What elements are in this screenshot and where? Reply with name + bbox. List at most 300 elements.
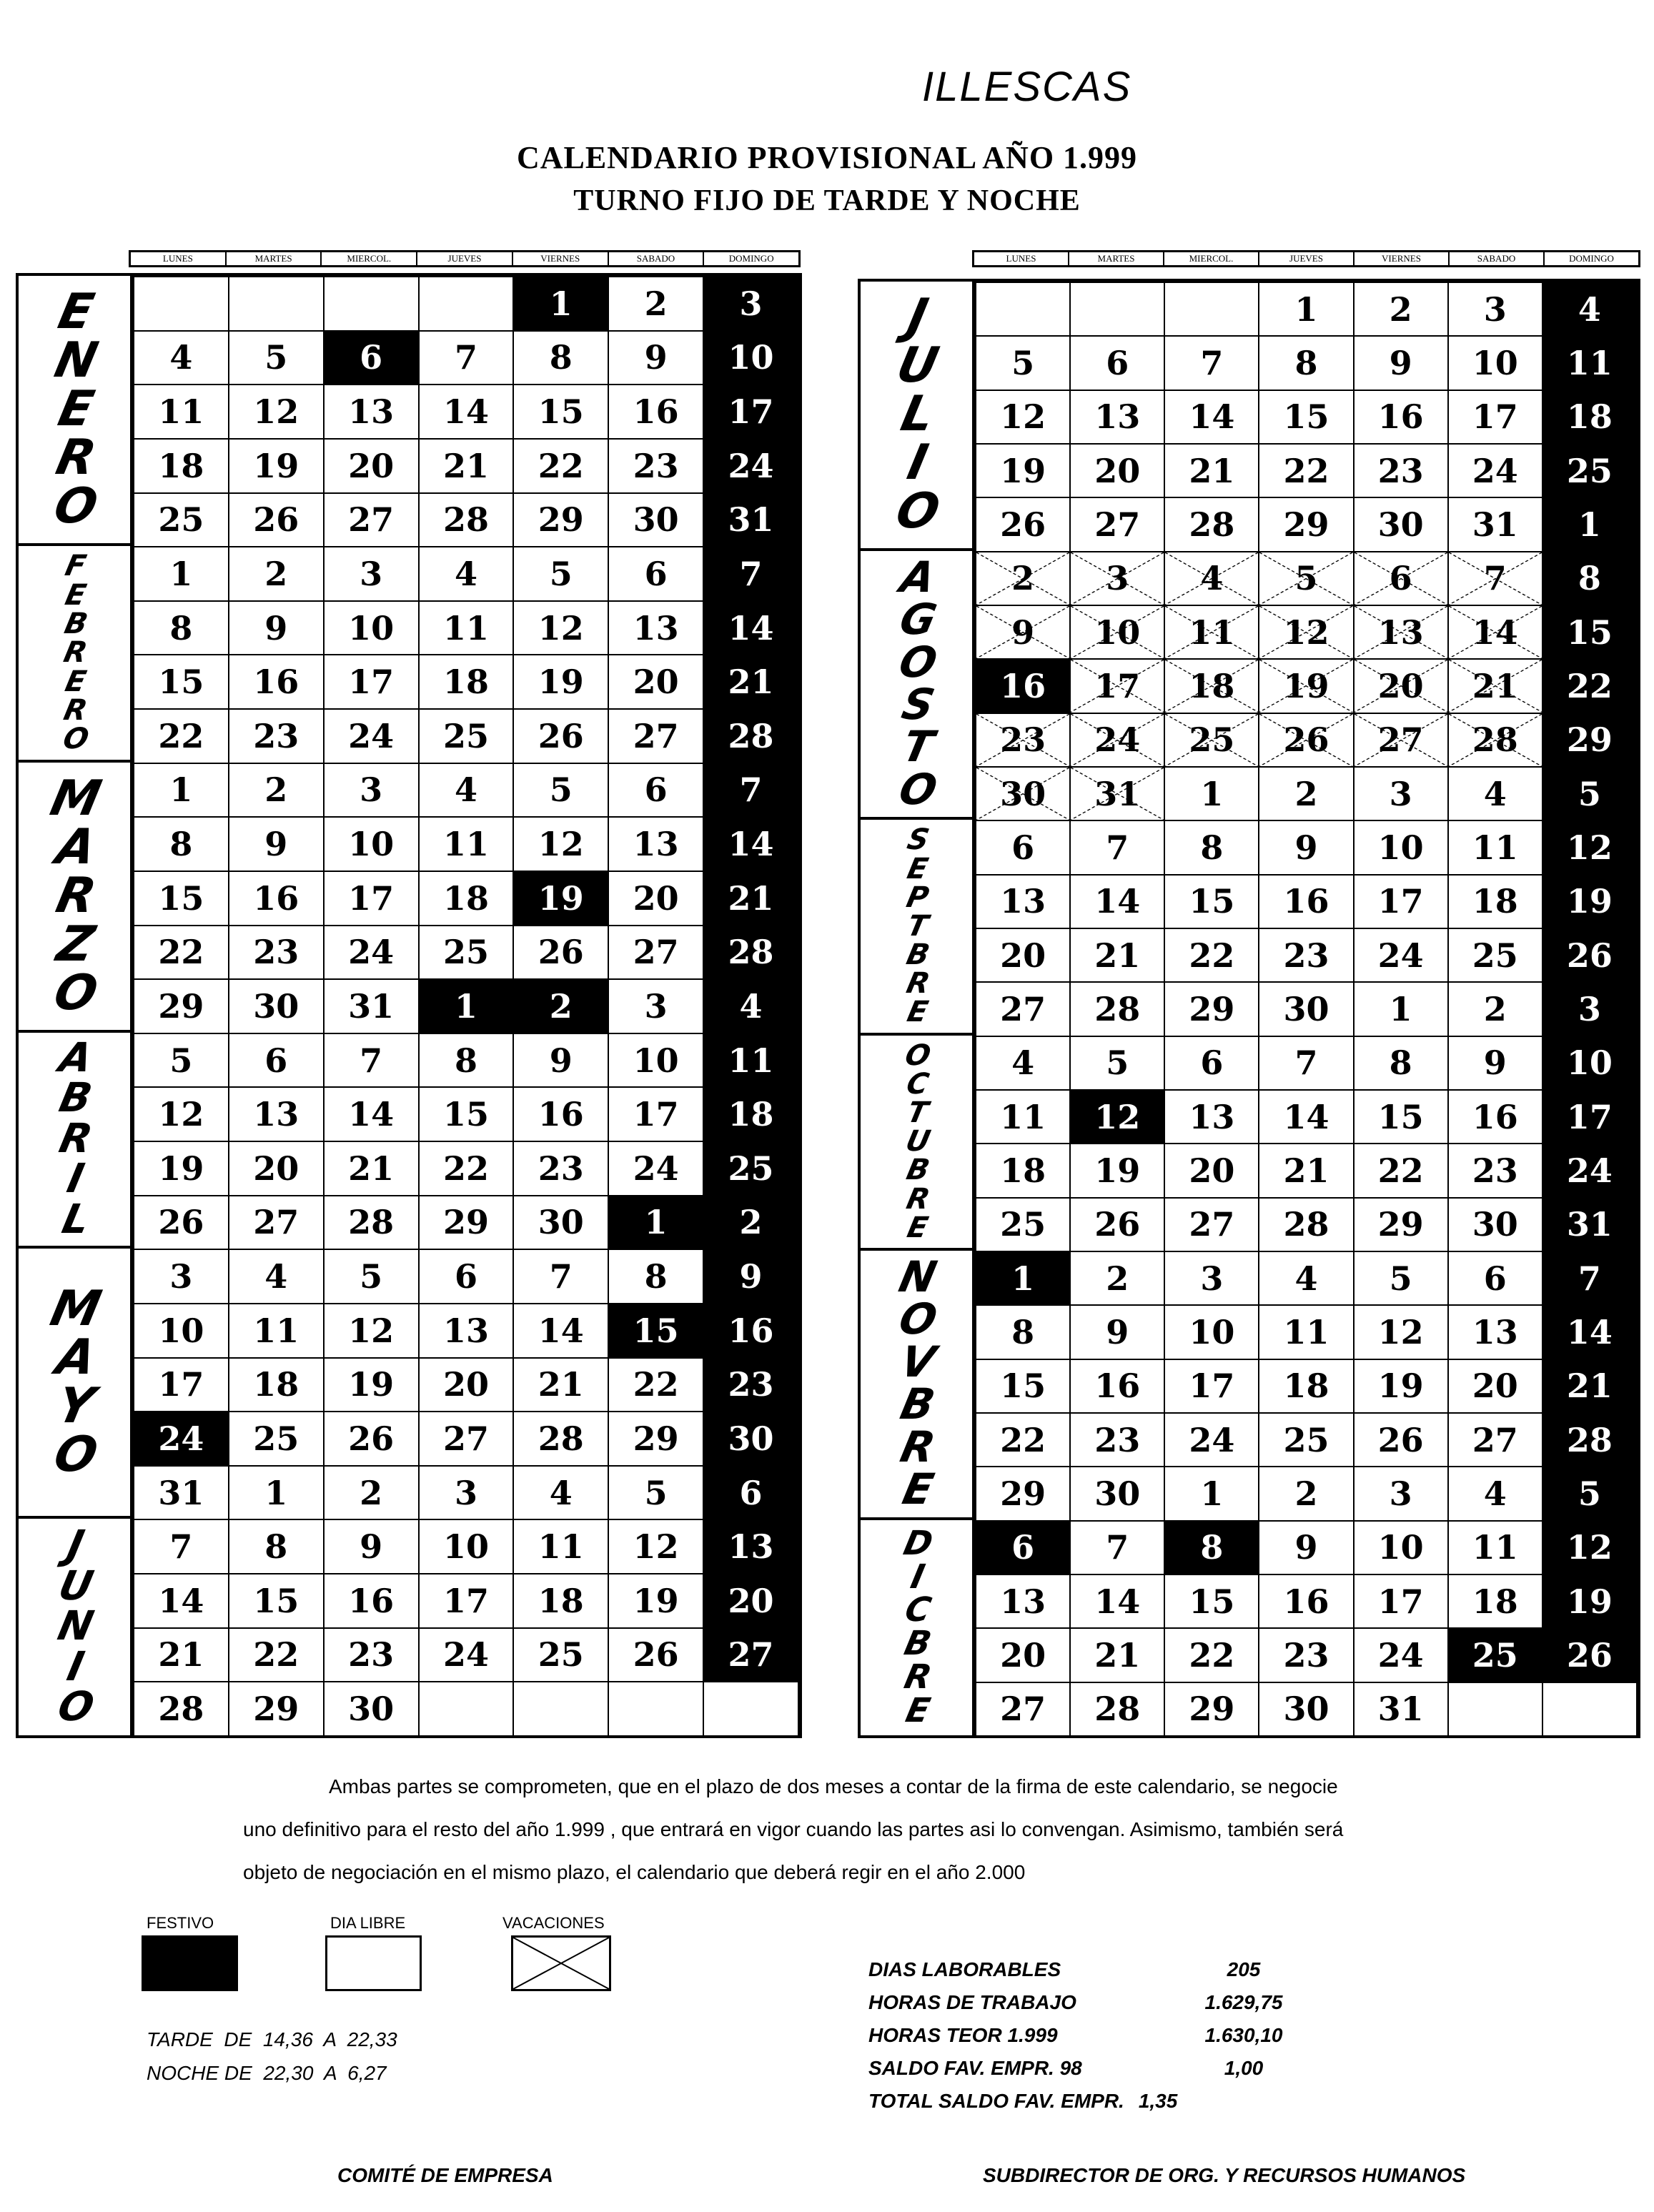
day-number: 3 [360,554,383,593]
day-number: 11 [1189,612,1235,652]
month-letter: C [901,1590,935,1630]
signature-comite: COMITÉ DE EMPRESA [337,2164,553,2186]
day-number: 4 [1578,289,1601,329]
day-number: 12 [1566,828,1613,867]
day-number: 19 [538,663,584,702]
day-number: 17 [1472,397,1518,437]
day-number: 7 [1578,1259,1601,1298]
day-cell [1448,1090,1542,1144]
day-cell [703,1249,798,1304]
day-number: 4 [454,770,477,810]
day-number: 22 [253,1635,299,1675]
month-letter: O [902,1038,934,1072]
week-row [134,493,798,547]
day-cell [1259,1628,1353,1682]
day-cell [229,655,324,709]
day-cell [324,601,419,655]
day-cell [229,277,324,331]
month-label-febrero [19,546,133,763]
day-cell [1164,1144,1259,1197]
day-cell [1070,820,1164,874]
week-row [134,1196,798,1250]
day-cell [976,928,1070,982]
day-cell [1354,1467,1448,1520]
day-cell [324,817,419,871]
week-row [134,1358,798,1412]
day-number: 19 [1000,451,1046,490]
day-cell [1354,497,1448,551]
day-number: 21 [348,1149,395,1188]
day-number: 2 [360,1473,383,1512]
day-cell [1354,1521,1448,1574]
day-cell [1070,1090,1164,1144]
day-cell [1070,605,1164,659]
day-cell [324,1033,419,1088]
day-cell [976,1090,1070,1144]
day-cell [324,493,419,547]
day-cell [419,1682,514,1736]
day-number: 9 [360,1527,383,1567]
day-cell [1542,497,1637,551]
day-cell [324,331,419,385]
day-cell [976,552,1070,605]
day-cell [1448,1359,1542,1413]
month-letter: T [904,1096,931,1130]
day-number: 17 [633,1095,679,1134]
totals-row [868,2090,1297,2123]
day-cell [229,1141,324,1196]
day-cell [419,1196,514,1250]
day-number: 16 [1000,666,1046,705]
weekday-header-miercol: MIERCOL. [320,252,416,265]
day-cell [1070,767,1164,820]
week-row [976,1682,1637,1736]
day-number: 2 [549,986,573,1026]
day-cell [229,331,324,385]
day-number: 18 [158,446,204,485]
day-number: 29 [1189,989,1235,1028]
day-number: 20 [728,1581,774,1620]
day-number: 31 [1094,774,1141,813]
day-number: 21 [728,878,774,918]
day-cell [324,763,419,818]
week-row [976,982,1637,1036]
day-cell [419,601,514,655]
day-number: 28 [1283,1205,1329,1244]
days-table [133,276,799,1737]
day-number: 2 [644,284,668,323]
week-row [976,1198,1637,1251]
day-cell [608,1304,703,1358]
month-letter: M [45,1281,107,1338]
day-number: 2 [1294,1474,1318,1513]
day-cell [1164,767,1259,820]
month-label-septbre [861,820,975,1035]
month-column [19,276,133,1735]
day-cell [608,439,703,493]
day-cell [1070,552,1164,605]
month-letter: B [896,1380,940,1430]
day-cell [513,547,608,601]
legend-vacaciones-label: VACACIONES [502,1914,605,1932]
day-cell [229,1033,324,1088]
day-number: 24 [348,933,395,972]
day-number: 16 [1283,882,1329,921]
legend-festivo-swatch [142,1935,238,1991]
day-cell [1354,1305,1448,1359]
day-cell [513,1682,608,1736]
day-cell [229,1196,324,1250]
day-cell [608,1249,703,1304]
day-cell [134,1249,229,1304]
day-cell [1070,1682,1164,1736]
shift-noche: NOCHE DE 22,30 A 6,27 [147,2062,387,2084]
day-number: 14 [728,825,774,864]
weekday-header-domingo: DOMINGO [1543,252,1638,265]
day-cell [1164,928,1259,982]
day-number: 21 [1283,1151,1329,1190]
day-cell [324,1466,419,1520]
week-row [976,1413,1637,1467]
month-letter: R [896,1422,940,1472]
day-number: 17 [348,663,395,702]
legend-dia-libre-swatch [325,1935,422,1991]
day-number: 21 [1094,936,1141,975]
day-number: 15 [633,1311,679,1350]
month-label-abril [19,1033,133,1249]
day-number: 18 [442,878,489,918]
day-number: 3 [1106,559,1129,598]
day-cell [1070,1413,1164,1467]
day-number: 18 [1566,397,1613,437]
day-number: 11 [158,392,204,432]
day-cell [134,709,229,763]
day-number: 25 [1189,720,1235,760]
day-number: 17 [1377,882,1424,921]
day-number: 4 [1011,1043,1035,1083]
weekday-header-sabado: SABADO [1448,252,1543,265]
day-number: 1 [1389,989,1412,1028]
day-cell [1448,497,1542,551]
month-letter: D [899,1523,936,1563]
week-row [134,979,798,1033]
day-number: 24 [442,1635,489,1675]
day-cell [1070,1359,1164,1413]
day-number: 26 [253,500,299,540]
day-number: 3 [169,1257,193,1296]
day-cell [513,655,608,709]
day-number: 29 [1283,505,1329,544]
day-cell [134,601,229,655]
day-cell [513,1196,608,1250]
day-cell [703,277,798,331]
month-letter: G [895,595,941,645]
day-cell [1448,1305,1542,1359]
month-letter: I [63,1156,89,1203]
week-row [134,331,798,385]
day-number: 10 [442,1527,489,1567]
day-cell [1164,1682,1259,1736]
day-number: 9 [264,608,288,648]
day-cell [513,439,608,493]
day-number: 24 [158,1419,204,1458]
month-letter: I [907,1557,928,1597]
day-number: 5 [1578,1474,1601,1513]
day-cell [513,926,608,980]
day-cell [1070,928,1164,982]
day-number: 8 [1389,1043,1412,1083]
day-number: 8 [264,1527,288,1567]
week-row [134,1466,798,1520]
day-number: 13 [728,1527,774,1567]
day-number: 7 [739,554,763,593]
day-cell [229,1466,324,1520]
day-number: 18 [728,1095,774,1134]
day-cell [1542,1682,1637,1736]
day-number: 18 [253,1365,299,1404]
day-cell [229,1628,324,1682]
day-number: 30 [538,1203,584,1242]
day-cell [324,277,419,331]
day-number: 20 [1094,451,1141,490]
day-cell [1259,552,1353,605]
day-number: 2 [1483,989,1507,1028]
day-cell [608,1574,703,1628]
day-number: 30 [348,1690,395,1729]
day-cell [324,439,419,493]
day-number: 5 [1578,774,1601,813]
day-cell [419,493,514,547]
day-number: 6 [739,1473,763,1512]
day-number: 27 [253,1203,299,1242]
weekday-header-sabado: SABADO [608,252,703,265]
day-cell [1542,336,1637,390]
weekday-header-viernes: VIERNES [512,252,608,265]
day-cell [1259,713,1353,767]
day-cell [134,817,229,871]
month-letter: V [896,1337,940,1387]
day-number: 16 [1283,1582,1329,1621]
day-cell [976,282,1070,336]
day-cell [229,385,324,439]
day-cell [419,1141,514,1196]
day-cell [976,1682,1070,1736]
day-cell [1354,444,1448,497]
day-number: 10 [1377,1528,1424,1567]
month-letter: J [63,1522,89,1569]
day-number: 29 [1000,1474,1046,1513]
day-number: 15 [1189,882,1235,921]
day-cell [1354,1359,1448,1413]
month-letter: E [902,1691,934,1731]
month-letter: L [896,386,940,443]
day-cell [1259,767,1353,820]
day-number: 5 [644,1473,668,1512]
month-letter: O [54,1684,99,1731]
day-number: 26 [1377,1420,1424,1459]
day-cell [134,763,229,818]
day-cell [134,1412,229,1466]
day-number: 16 [538,1095,584,1134]
day-number: 6 [644,770,668,810]
day-cell [229,1519,324,1574]
day-cell [1354,1682,1448,1736]
day-cell [229,926,324,980]
day-number: 30 [1094,1474,1141,1513]
month-label-dicbre [861,1520,975,1735]
day-number: 31 [1566,1205,1613,1244]
day-cell [134,331,229,385]
day-cell [703,1087,798,1141]
day-cell [1164,659,1259,713]
day-cell [419,277,514,331]
agreement-paragraph [243,1765,1530,1894]
weekday-header-lunes: LUNES [1006,253,1036,264]
day-cell [1448,1144,1542,1197]
paragraph-line: Ambas partes se comprometen, que en el plazo de dos meses a contar de la firma de este calendario, se negocie [329,1775,1338,1797]
day-number: 14 [1189,397,1235,437]
day-cell [976,1251,1070,1305]
day-number: 22 [158,716,204,755]
month-letter: I [63,1643,89,1690]
day-number: 31 [348,986,395,1026]
day-cell [1542,659,1637,713]
day-cell [1164,1305,1259,1359]
day-number: 12 [253,392,299,432]
day-cell [513,763,608,818]
day-number: 10 [728,338,774,377]
month-letter: L [58,1196,94,1243]
legend-vacaciones-swatch [511,1935,611,1991]
day-cell [1354,1090,1448,1144]
day-cell [1542,982,1637,1036]
day-cell [513,1574,608,1628]
day-number: 14 [158,1581,204,1620]
day-number: 1 [169,770,193,810]
day-number: 27 [1189,1205,1235,1244]
day-number: 8 [1011,1312,1035,1351]
day-number: 15 [1189,1582,1235,1621]
day-cell [229,817,324,871]
day-number: 9 [264,825,288,864]
day-number: 13 [633,608,679,648]
day-number: 8 [454,1041,477,1080]
day-number: 10 [348,608,395,648]
day-number: 3 [1200,1259,1224,1298]
month-letter: T [904,909,931,943]
day-cell [1448,336,1542,390]
day-cell [1354,820,1448,874]
month-letter: B [901,1624,935,1664]
day-cell [229,1682,324,1736]
day-cell [1448,1682,1542,1736]
day-cell [1259,390,1353,444]
week-row [976,1090,1637,1144]
day-cell [1542,390,1637,444]
day-number: 15 [538,392,584,432]
day-cell [324,1682,419,1736]
day-number: 11 [1000,1097,1046,1136]
day-number: 9 [1011,612,1035,652]
shift-tarde: TARDE DE 14,36 A 22,33 [147,2028,397,2050]
day-number: 9 [549,1041,573,1080]
day-number: 18 [538,1581,584,1620]
day-cell [608,1466,703,1520]
day-cell [608,277,703,331]
day-cell [703,331,798,385]
month-letter: E [904,996,931,1029]
day-number: 28 [1472,720,1518,760]
day-cell [324,1358,419,1412]
day-number: 26 [1566,1635,1613,1675]
day-cell [134,1466,229,1520]
month-label-marzo [19,763,133,1033]
day-cell [703,1574,798,1628]
day-number: 20 [253,1149,299,1188]
day-cell [419,547,514,601]
week-row [976,1144,1637,1197]
weekday-header-lunes: LUNES [162,253,193,264]
month-label-junio [19,1519,133,1735]
day-cell [134,277,229,331]
day-number: 24 [728,446,774,485]
month-letter: C [903,1067,932,1101]
day-number: 30 [1472,1205,1518,1244]
day-cell [1164,1574,1259,1628]
day-cell [1354,1198,1448,1251]
day-number: 8 [1200,828,1224,867]
day-cell [703,709,798,763]
day-cell [703,1358,798,1412]
day-number: 7 [1106,1528,1129,1567]
week-row [134,1628,798,1682]
day-number: 23 [633,446,679,485]
day-cell [1354,659,1448,713]
day-cell [608,1682,703,1736]
day-number: 13 [1000,882,1046,921]
day-number: 19 [1283,666,1329,705]
day-number: 12 [538,608,584,648]
day-cell [703,1519,798,1574]
week-row [976,875,1637,928]
day-number: 30 [633,500,679,540]
totals-label: HORAS DE TRABAJO [868,1991,1076,2013]
day-cell [703,979,798,1033]
week-row [976,1574,1637,1628]
day-number: 5 [360,1257,383,1296]
month-letter: S [903,823,932,857]
day-cell [1259,982,1353,1036]
day-cell [608,1628,703,1682]
totals-label: HORAS TEOR 1.999 [868,2024,1058,2046]
day-cell [703,1196,798,1250]
day-cell [324,1412,419,1466]
month-letter: A [896,552,940,602]
month-letter: E [898,1465,938,1515]
day-number: 10 [1189,1312,1235,1351]
day-cell [1542,1305,1637,1359]
day-cell [1070,713,1164,767]
day-number: 8 [1578,559,1601,598]
month-letter: O [49,478,103,535]
week-row [976,444,1637,497]
month-letter: N [49,332,102,390]
day-number: 19 [348,1365,395,1404]
day-number: 26 [1283,720,1329,760]
day-cell [1164,1467,1259,1520]
day-cell [419,926,514,980]
day-cell [513,871,608,926]
